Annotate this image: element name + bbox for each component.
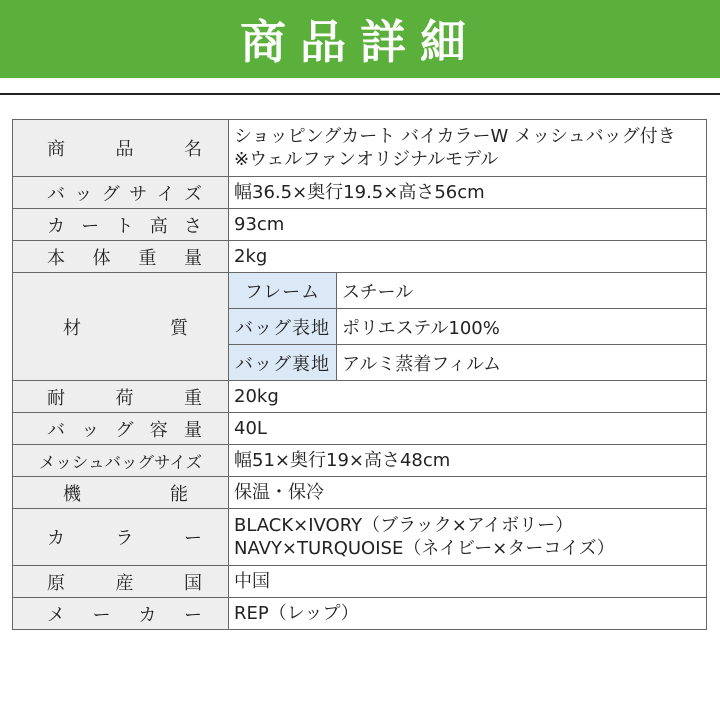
label-text: 耐 荷 重 <box>47 387 202 409</box>
label-text: メ ー カ ー <box>47 604 202 626</box>
page-title: 商品詳細 <box>0 0 720 78</box>
row-value-color <box>229 509 707 566</box>
row-label-material <box>13 273 229 381</box>
table-row <box>13 209 707 241</box>
material-label: バッグ表地 <box>229 309 337 345</box>
value-line: ※ウェルファンオリジナルモデル <box>234 149 499 170</box>
label-text: バ ッ グ サ イ ズ <box>47 183 202 205</box>
material-value: アルミ蒸着フィルム <box>342 353 502 375</box>
label-text: カ ー ト 高 さ <box>47 215 202 237</box>
material-value: スチール <box>337 273 707 309</box>
table-row <box>13 566 707 598</box>
table-row <box>13 413 707 445</box>
spec-table <box>12 119 707 630</box>
row-value-origin: 中国 <box>229 566 707 598</box>
label-text: 原 産 国 <box>47 572 202 594</box>
row-value-load-capacity: 20kg <box>229 381 707 413</box>
label-text: 材 質 <box>63 317 188 339</box>
material-label: フレーム <box>229 273 337 309</box>
row-value-bag-size: 幅36.5×奥行19.5×高さ56cm <box>229 177 707 209</box>
row-value-product-name <box>229 120 707 177</box>
label-text: 機 能 <box>63 483 188 505</box>
material-row <box>229 309 706 345</box>
row-label-cart-height <box>13 209 229 241</box>
table-row <box>13 445 707 477</box>
material-row <box>229 345 706 381</box>
value-line: ショッピングカート バイカラーW メッシュバッグ付き <box>234 126 676 147</box>
label-text: 商 品 名 <box>47 139 202 160</box>
row-label-bag-size <box>13 177 229 209</box>
row-value-cart-height: 93cm <box>229 209 707 241</box>
material-subtable <box>229 273 706 380</box>
value-line: NAVY×TURQUOISE（ネイビー×ターコイズ） <box>234 538 615 559</box>
label-text: メッシュバッグサイズ <box>38 452 203 472</box>
row-label-bag-capacity <box>13 413 229 445</box>
row-label-product-name <box>13 120 229 177</box>
table-row <box>13 598 707 630</box>
value-line: BLACK×IVORY（ブラック×アイボリー） <box>234 515 574 536</box>
row-value-bag-capacity: 40L <box>229 413 707 445</box>
row-label-maker <box>13 598 229 630</box>
table-row <box>13 120 707 177</box>
row-value-function: 保温・保冷 <box>229 477 707 509</box>
table-row <box>13 509 707 566</box>
label-text: バ ッ グ 容 量 <box>47 419 202 441</box>
table-row <box>13 177 707 209</box>
label-text: カ ラ ー <box>47 528 202 549</box>
material-row <box>229 273 706 309</box>
row-value-maker: REP（レップ） <box>229 598 707 630</box>
row-label-origin <box>13 566 229 598</box>
row-value-material <box>229 273 707 381</box>
table-row <box>13 381 707 413</box>
row-label-color <box>13 509 229 566</box>
row-value-weight: 2kg <box>229 241 707 273</box>
row-label-load-capacity <box>13 381 229 413</box>
row-value-mesh-bag-size: 幅51×奥行19×高さ48cm <box>229 445 707 477</box>
row-label-weight <box>13 241 229 273</box>
divider <box>0 93 720 95</box>
table-row <box>13 273 707 381</box>
table-row <box>13 241 707 273</box>
table-row <box>13 477 707 509</box>
material-label: バッグ裏地 <box>229 345 337 381</box>
material-value: ポリエステル100% <box>337 309 707 345</box>
row-label-mesh-bag-size <box>13 445 229 477</box>
label-text: 本 体 重 量 <box>47 247 202 269</box>
row-label-function <box>13 477 229 509</box>
